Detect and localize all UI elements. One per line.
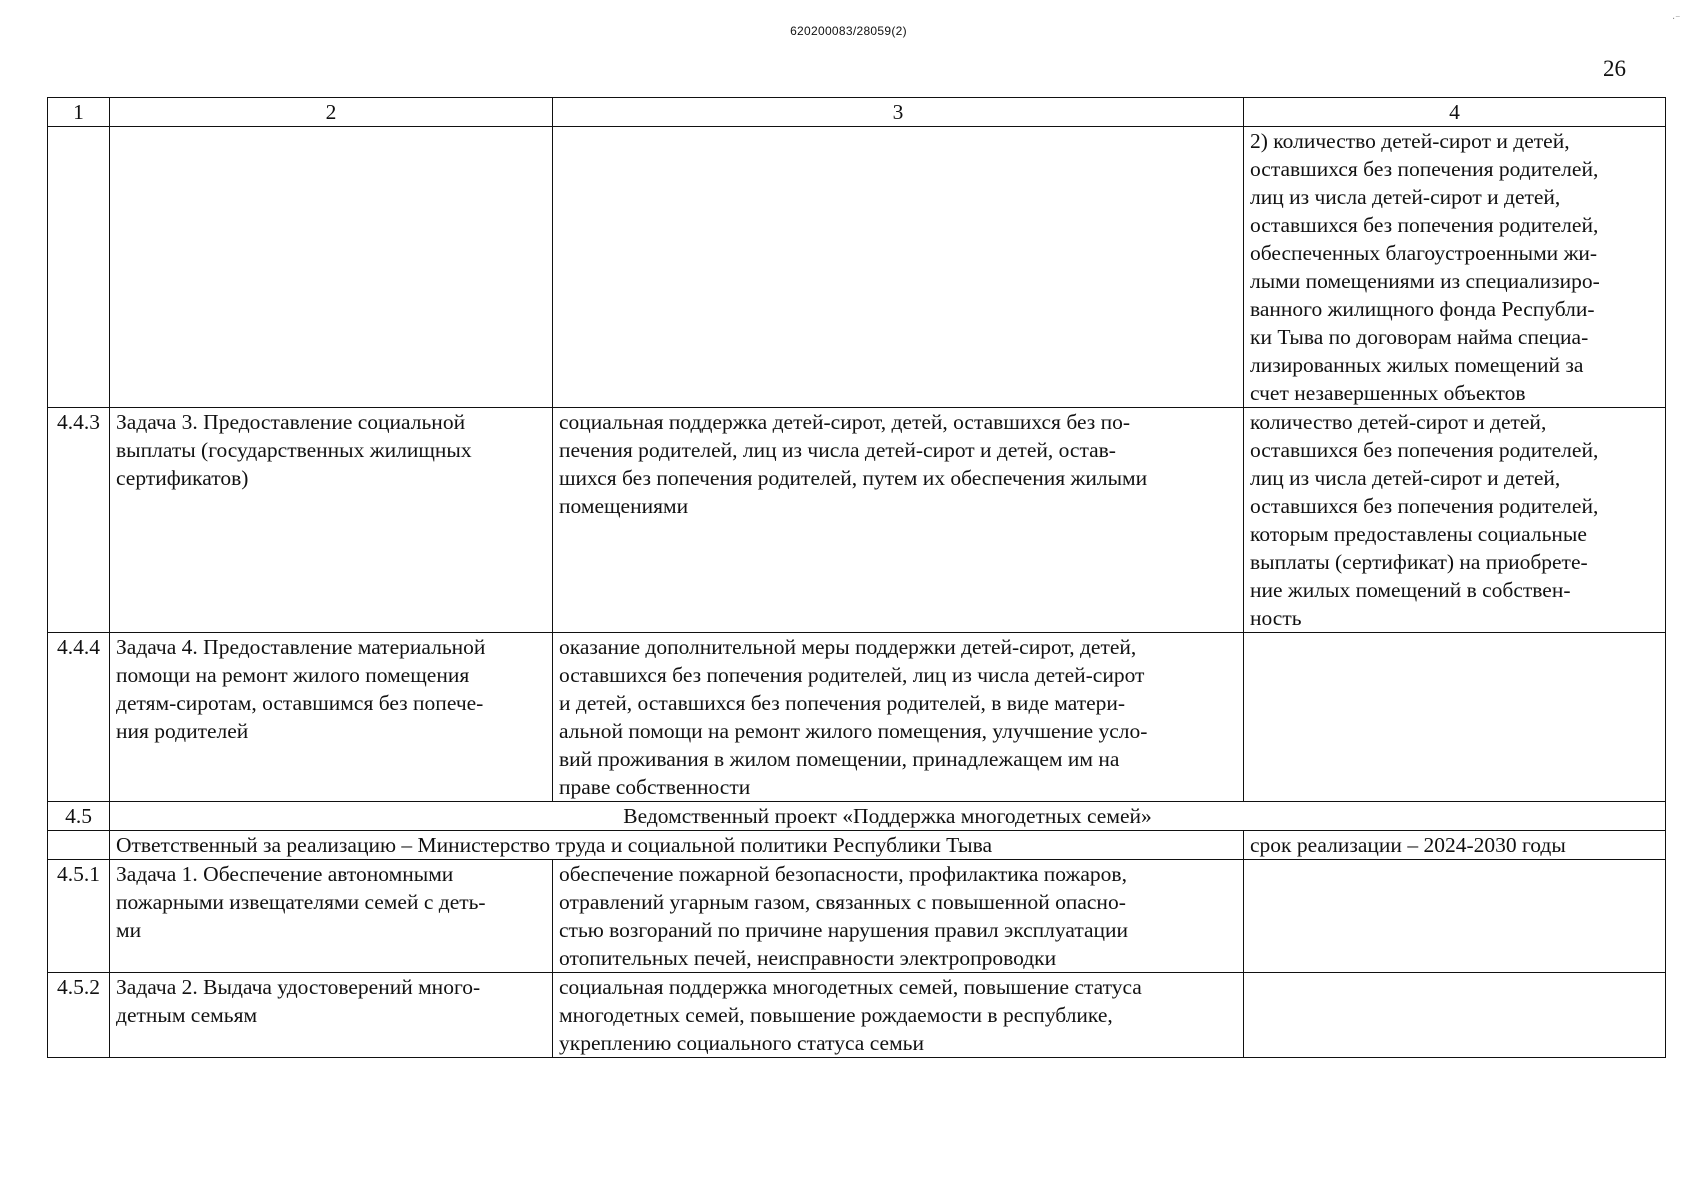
table-row xyxy=(48,408,1666,633)
program-table xyxy=(47,97,1666,1058)
table-row xyxy=(48,127,1666,408)
task-cell: Задача 3. Предоставление социальной выплаты (государственных жилищных сертификатов) xyxy=(110,408,553,633)
description-cell: социальная поддержка многодетных семей, повышение статуса многодетных семей, повышение рождаемости в республике, укреплению социального статуса семьи xyxy=(553,973,1244,1058)
column-header-4: 4 xyxy=(1244,98,1666,127)
indicator-cell: количество детей-сирот и детей, оставшихся без попечения родителей, лиц из числа детей-сирот и детей, оставшихся без попечения родителей, которым предоставлены социальные выплаты (сертификат) на приобрете- ние жилых помещений в собствен- ность xyxy=(1244,408,1666,633)
task-cell: Задача 1. Обеспечение автономными пожарными извещателями семей с деть- ми xyxy=(110,860,553,973)
indicator-cell xyxy=(1244,633,1666,802)
responsible-text: Ответственный за реализацию – Министерство труда и социальной политики Республики Тыва xyxy=(110,831,1244,860)
task-cell: Задача 4. Предоставление материальной помощи на ремонт жилого помещения детям-сиротам, оставшимся без попече- ния родителей xyxy=(110,633,553,802)
task-cell xyxy=(110,127,553,408)
responsible-row xyxy=(48,831,1666,860)
description-cell: оказание дополнительной меры поддержки детей-сирот, детей, оставшихся без попечения родителей, лиц из числа детей-сирот и детей, оставшихся без попечения родителей, в виде матери- альной помощи на ремонт жилого помещения, улучшение усло- вий проживания в жилом помещении, принадлежащем им на праве собственности xyxy=(553,633,1244,802)
page-number: 26 xyxy=(1603,56,1626,81)
description-cell xyxy=(553,127,1244,408)
row-number xyxy=(48,127,110,408)
row-number: 4.5.1 xyxy=(48,860,110,973)
row-number: 4.5.2 xyxy=(48,973,110,1058)
indicator-cell xyxy=(1244,860,1666,973)
document-code: 620200083/28059(2) xyxy=(790,24,907,38)
row-number xyxy=(48,831,110,860)
section-row xyxy=(48,802,1666,831)
indicator-cell: 2) количество детей-сирот и детей, оставшихся без попечения родителей, лиц из числа детей-сирот и детей, оставшихся без попечения родителей, обеспеченных благоустроенными жи- лыми помещениями из специализиро- ванного жилищного фонда Республи- ки Тыва по договорам найма специа- лизированных жилых помещений за счет незавершенных объектов xyxy=(1244,127,1666,408)
column-header-3: 3 xyxy=(553,98,1244,127)
column-header-2: 2 xyxy=(110,98,553,127)
table-row xyxy=(48,633,1666,802)
task-cell: Задача 2. Выдача удостоверений много- детным семьям xyxy=(110,973,553,1058)
table-row xyxy=(48,860,1666,973)
row-number: 4.4.4 xyxy=(48,633,110,802)
row-number: 4.4.3 xyxy=(48,408,110,633)
column-header-1: 1 xyxy=(48,98,110,127)
scan-artifact: ·⁻ xyxy=(1672,14,1681,25)
implementation-term: срок реализации – 2024-2030 годы xyxy=(1244,831,1666,860)
description-cell: обеспечение пожарной безопасности, профилактика пожаров, отравлений угарным газом, связанных с повышенной опасно- стью возгораний по причине нарушения правил эксплуатации отопительных печей, неисправности электропроводки xyxy=(553,860,1244,973)
table-row xyxy=(48,973,1666,1058)
section-title: Ведомственный проект «Поддержка многодетных семей» xyxy=(110,802,1666,831)
description-cell: социальная поддержка детей-сирот, детей, оставшихся без по- печения родителей, лиц из числа детей-сирот и детей, остав- шихся без попечения родителей, путем их обеспечения жилыми помещениями xyxy=(553,408,1244,633)
indicator-cell xyxy=(1244,973,1666,1058)
column-number-row xyxy=(48,98,1666,127)
section-number: 4.5 xyxy=(48,802,110,831)
